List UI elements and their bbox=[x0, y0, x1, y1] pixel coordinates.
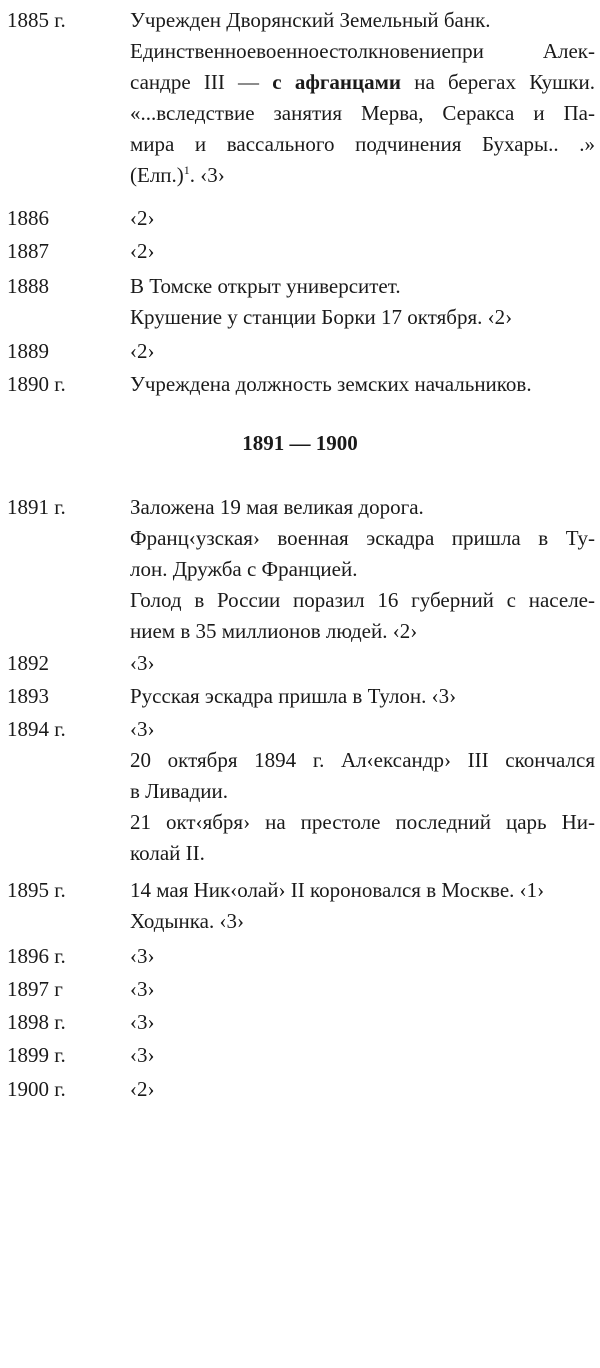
text-segment: Учреждена должность земских начальников. bbox=[130, 372, 532, 396]
entry-year: 1899 г. bbox=[7, 1043, 66, 1067]
text-line bbox=[130, 523, 595, 554]
text-line bbox=[130, 906, 595, 937]
entry-text bbox=[130, 714, 595, 869]
text-line bbox=[130, 875, 595, 906]
entry-text bbox=[130, 336, 595, 367]
text-line bbox=[130, 838, 595, 869]
entry-year: 1894 г. bbox=[7, 717, 66, 741]
text-segment: ‹3› bbox=[130, 1010, 155, 1034]
text-line bbox=[130, 36, 595, 67]
footnote-ref[interactable]: 1 bbox=[183, 163, 190, 177]
entry-text bbox=[130, 681, 595, 712]
text-line bbox=[130, 129, 595, 160]
text-segment: ‹2› bbox=[130, 239, 155, 263]
entry-text bbox=[130, 492, 595, 647]
text-line bbox=[130, 714, 595, 745]
entry-text bbox=[130, 974, 595, 1005]
entry-text bbox=[130, 369, 595, 400]
entry-text bbox=[130, 5, 595, 191]
text-line bbox=[130, 776, 595, 807]
text-segment: «...вследствие занятия Мерва, Серакса и Па- bbox=[130, 101, 595, 125]
text-segment: В Томске открыт университет. bbox=[130, 274, 401, 298]
text-line bbox=[130, 681, 595, 712]
entry-year: 1897 г bbox=[7, 977, 63, 1001]
text-line bbox=[130, 236, 595, 267]
text-line bbox=[130, 336, 595, 367]
text-segment: ‹2› bbox=[130, 339, 155, 363]
entry-text bbox=[130, 203, 595, 234]
text-line bbox=[130, 203, 595, 234]
entry-year: 1895 г. bbox=[7, 878, 66, 902]
text-line bbox=[130, 369, 595, 400]
text-line bbox=[130, 67, 595, 98]
text-segment: (Елп.) bbox=[130, 163, 184, 187]
text-line bbox=[130, 941, 595, 972]
text-segment: лон. Дружба с Францией. bbox=[130, 557, 358, 581]
text-segment: колай II. bbox=[130, 841, 205, 865]
text-segment: Ходынка. ‹3› bbox=[130, 909, 244, 933]
text-segment: Голод в России поразил 16 губерний с населе- bbox=[130, 588, 595, 612]
text-line bbox=[130, 616, 595, 647]
text-line bbox=[130, 1007, 595, 1038]
text-line bbox=[130, 974, 595, 1005]
text-segment: 20 октября 1894 г. Ал‹ександр› III скончался bbox=[130, 748, 595, 772]
bold-text: с афганцами bbox=[272, 70, 401, 94]
entry-year: 1893 bbox=[7, 684, 49, 708]
text-segment: ‹3› bbox=[130, 977, 155, 1001]
text-segment: ‹2› bbox=[130, 1077, 155, 1101]
entry-year: 1887 bbox=[7, 239, 49, 263]
entry-text bbox=[130, 875, 595, 937]
entry-year: 1886 bbox=[7, 206, 49, 230]
text-segment: Учрежден Дворянский Земельный банк. bbox=[130, 8, 491, 32]
text-line bbox=[130, 492, 595, 523]
entry-text bbox=[130, 648, 595, 679]
entry-text bbox=[130, 1040, 595, 1071]
text-line bbox=[130, 5, 595, 36]
text-segment: сандре III — bbox=[130, 70, 273, 94]
text-segment: 14 мая Ник‹олай› II короновался в Москве. ‹1› bbox=[130, 878, 545, 902]
entry-text bbox=[130, 236, 595, 267]
entry-year: 1885 г. bbox=[7, 8, 66, 32]
text-segment: 21 окт‹ября› на престоле последний царь Ни- bbox=[130, 810, 595, 834]
text-segment: Заложена 19 мая великая дорога. bbox=[130, 495, 424, 519]
text-line bbox=[130, 585, 595, 616]
text-line bbox=[130, 1074, 595, 1105]
entry-year: 1892 bbox=[7, 651, 49, 675]
text-segment: в Ливадии. bbox=[130, 779, 229, 803]
text-segment: ‹3› bbox=[130, 651, 155, 675]
text-line bbox=[130, 98, 595, 129]
entry-text bbox=[130, 941, 595, 972]
entry-year: 1896 г. bbox=[7, 944, 66, 968]
text-segment: ‹3› bbox=[130, 717, 155, 741]
text-line bbox=[130, 554, 595, 585]
entry-text bbox=[130, 1074, 595, 1105]
text-segment: Русская эскадра пришла в Тулон. ‹3› bbox=[130, 684, 457, 708]
text-segment: ‹3› bbox=[130, 944, 155, 968]
entry-year: 1900 г. bbox=[7, 1077, 66, 1101]
text-segment: . ‹3› bbox=[189, 163, 225, 187]
text-segment: нием в 35 миллионов людей. ‹2› bbox=[130, 619, 418, 643]
entry-year: 1888 bbox=[7, 274, 49, 298]
text-line bbox=[130, 807, 595, 838]
text-segment: Единственноевоенноестолкновениепри Алек- bbox=[130, 39, 595, 63]
text-line bbox=[130, 1040, 595, 1071]
entry-year: 1898 г. bbox=[7, 1010, 66, 1034]
text-segment: мира и вассального подчинения Бухары.. .» bbox=[130, 132, 595, 156]
entry-year: 1890 г. bbox=[7, 372, 66, 396]
text-line bbox=[130, 745, 595, 776]
text-segment: ‹2› bbox=[130, 206, 155, 230]
entry-year: 1891 г. bbox=[7, 495, 66, 519]
text-segment: ‹3› bbox=[130, 1043, 155, 1067]
text-segment: на берегах Кушки. bbox=[401, 70, 595, 94]
text-line bbox=[130, 160, 595, 191]
text-line bbox=[130, 302, 595, 333]
entry-text bbox=[130, 271, 595, 333]
text-line bbox=[130, 648, 595, 679]
entry-year: 1889 bbox=[7, 339, 49, 363]
entry-text bbox=[130, 1007, 595, 1038]
text-line bbox=[130, 271, 595, 302]
text-segment: Франц‹узская› военная эскадра пришла в Ту- bbox=[130, 526, 595, 550]
text-segment: Крушение у станции Борки 17 октября. ‹2› bbox=[130, 305, 513, 329]
section-heading: 1891 — 1900 bbox=[242, 431, 358, 455]
